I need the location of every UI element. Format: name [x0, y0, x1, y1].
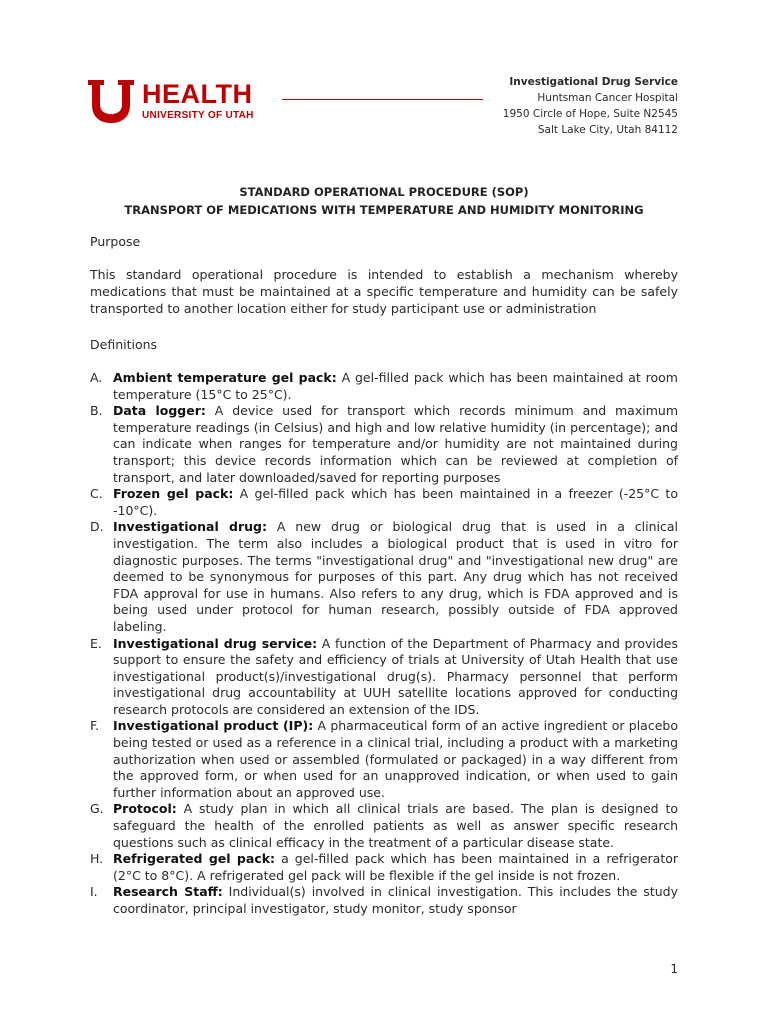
definition-term: Protocol: [113, 801, 177, 817]
u-block-logo-icon [86, 74, 136, 124]
definition-text: Individual(s) involved in clinical investigation. This includes the study coordinator, principal investigator, study monitor, study sponsor [113, 884, 678, 916]
definition-letter: E. [90, 635, 102, 651]
definition-term: Research Staff: [113, 884, 223, 900]
definition-text: a gel-filled pack which has been maintained in a refrigerator (2°C to 8°C). A refrigerated gel pack will be flexible if the gel inside is not frozen. [113, 851, 679, 883]
definition-term: Investigational drug service: [113, 635, 318, 651]
definition-item [90, 519, 678, 635]
definition-term: Investigational drug: [113, 519, 267, 535]
definition-item [90, 486, 678, 519]
definition-item [90, 370, 678, 403]
definition-text: A gel-filled pack which has been maintained at room temperature (15°C to 25°C). [113, 370, 678, 402]
definition-letter: F. [90, 718, 100, 734]
definitions-heading: Definitions [90, 337, 158, 352]
definition-item [90, 801, 678, 851]
definition-letter: I. [90, 884, 98, 900]
page-number: 1 [670, 962, 678, 976]
address-line: 1950 Circle of Hope, Suite N2545 [502, 108, 678, 120]
definition-term: Investigational product (IP): [113, 718, 314, 734]
address-line: Huntsman Cancer Hospital [537, 92, 678, 104]
address-block [503, 74, 678, 138]
address-line: Salt Lake City, Utah 84112 [537, 124, 678, 136]
definition-text: A function of the Department of Pharmacy and provides support to ensure the safety and efficiency of trials at University of Utah Health that use investigational product(s)/investigational drug(s). Pharmacy personnel that perform investigational drug accountability at UUH satellite locations approved for conducting research protocols are considered an extension of the IDS. [113, 635, 678, 717]
definition-term: Ambient temperature gel pack: [113, 370, 337, 385]
definition-item [90, 884, 678, 917]
definitions-list [90, 370, 678, 918]
definition-term: Frozen gel pack: [113, 486, 234, 502]
definition-text: A study plan in which all clinical trials are based. The plan is designed to safeguard the health of the enrolled patients as well as answer specific research questions such as clinical efficacy in the treatment of a particular disease state. [113, 801, 678, 850]
logo-health-text: HEALTH [142, 79, 253, 109]
definition-letter: G. [90, 801, 104, 817]
logo-university-text: UNIVERSITY OF UTAH [142, 110, 254, 121]
document-title [0, 183, 768, 219]
definition-letter: D. [90, 519, 104, 535]
definition-item [90, 636, 678, 719]
definition-letter: B. [90, 403, 103, 419]
definition-item [90, 718, 678, 801]
definition-item [90, 403, 678, 486]
definition-letter: A. [90, 370, 103, 385]
definition-item [90, 851, 678, 884]
definition-term: Data logger: [113, 403, 206, 419]
definition-text: A new drug or biological drug that is used in a clinical investigation. The term also includes a biological product that is used in vitro for diagnostic purposes. The terms "investigational drug" and "investigational new drug" are deemed to be synonymous for purposes of this part. Any drug which has not received FDA approval for use in humans. Also refers to any drug, which is FDA approved and is being used under protocol for human research, possibly outside of FDA approved labeling. [113, 519, 678, 634]
definition-text: A pharmaceutical form of an active ingredient or placebo being tested or used as a reference in a clinical trial, including a product with a marketing authorization when used or assembled (formulated or packaged) in a way different from the approved form, or when used for an unapproved indication, or when used to gain further information about an approved use. [113, 718, 678, 800]
department-name: Investigational Drug Service [509, 76, 678, 88]
title-line-1: STANDARD OPERATIONAL PROCEDURE (SOP) [239, 185, 529, 199]
definition-term: Refrigerated gel pack: [113, 851, 276, 867]
purpose-heading: Purpose [90, 234, 141, 249]
definition-text: A device used for transport which records minimum and maximum temperature readings (in Celsius) and high and low relative humidity (in percentage); and can indicate when ranges for temperature and/or humidity are not maintained during transport; this device records information which can be reviewed at completion of transport, and later downloaded/saved for reporting purposes [113, 403, 678, 485]
university-of-utah-health-logo [86, 74, 254, 124]
purpose-paragraph: This standard operational procedure is intended to establish a mechanism whereby medications that must be maintained at a specific temperature and humidity can be safely transported to another location either for study participant use or administration [90, 267, 678, 316]
definition-letter: C. [90, 486, 103, 502]
title-line-2: TRANSPORT OF MEDICATIONS WITH TEMPERATURE AND HUMIDITY MONITORING [124, 203, 644, 217]
definition-text: A gel-filled pack which has been maintained in a freezer (-25°C to -10°C). [113, 486, 678, 518]
header-divider [282, 99, 483, 100]
definition-letter: H. [90, 851, 104, 867]
